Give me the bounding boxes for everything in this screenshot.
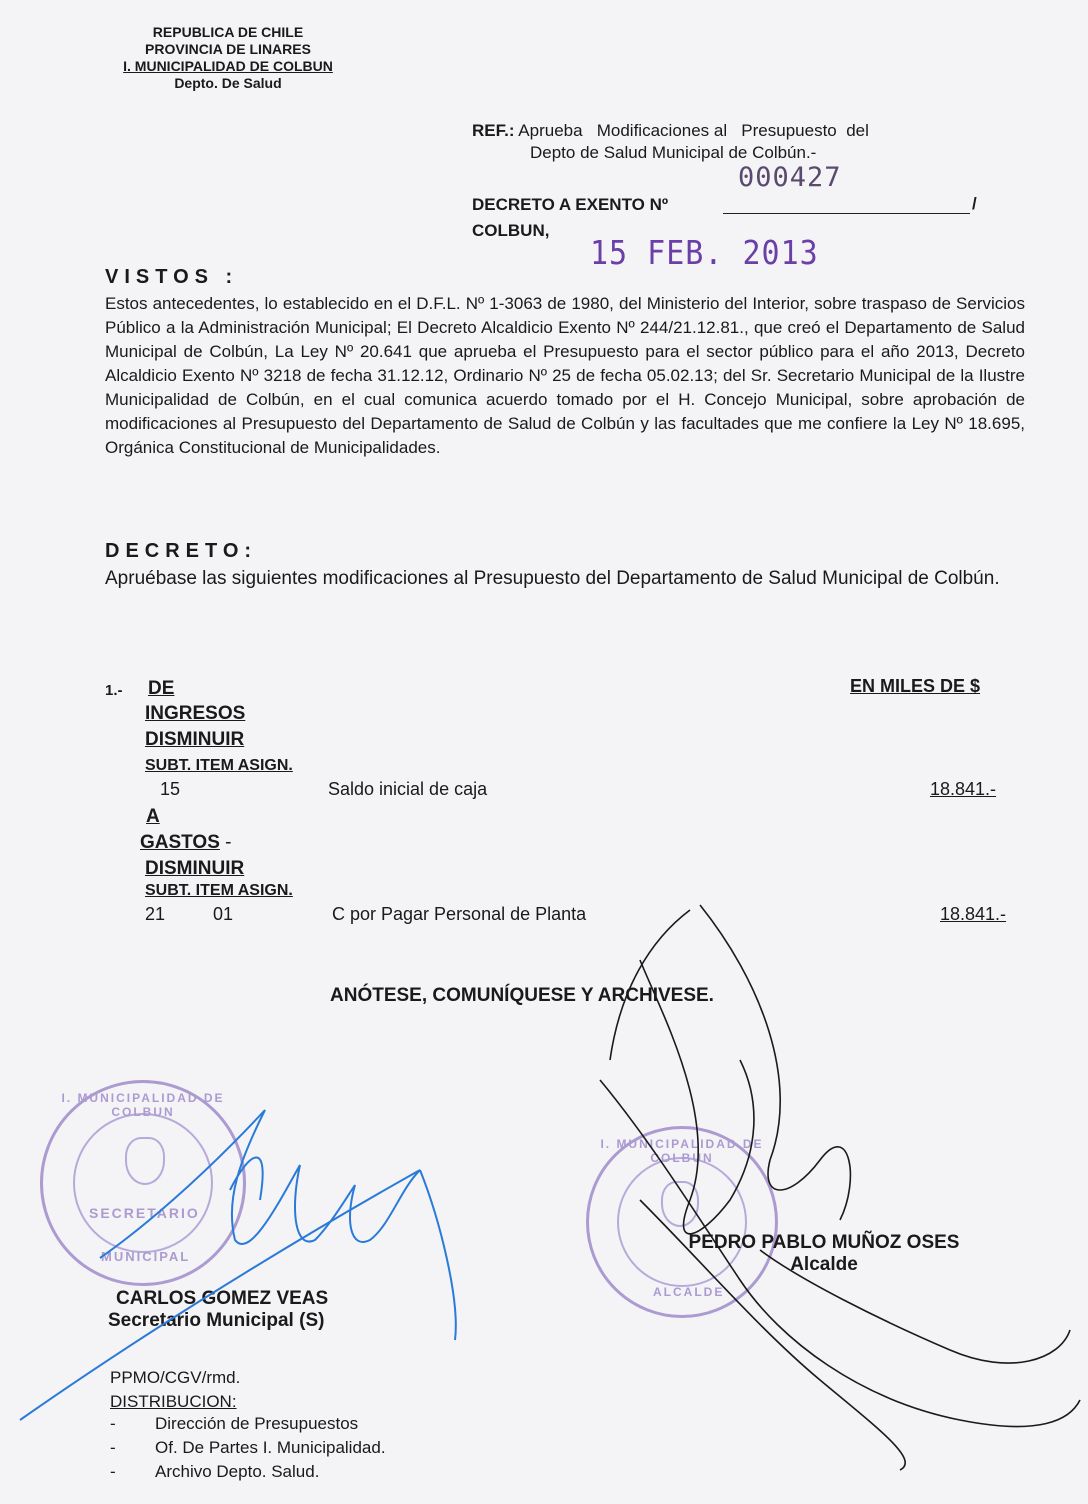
- subtitle-code-2: 21: [145, 904, 166, 924]
- amount-2: 18.841.-: [940, 904, 1007, 924]
- ingresos-label: INGRESOS: [145, 703, 246, 724]
- left-seal-center-text: SECRETARIO: [89, 1205, 200, 1221]
- decree-label: DECRETO A EXENTO Nº: [472, 195, 669, 214]
- closing-formula: ANÓTESE, COMUNÍQUESE Y ARCHIVESE.: [330, 985, 714, 1006]
- distribution-list: [110, 1412, 386, 1484]
- amount-1: 18.841.-: [930, 779, 997, 799]
- de-label: DE: [148, 678, 175, 699]
- distribution-item: - Of. De Partes I. Municipalidad.: [110, 1438, 386, 1457]
- gastos-label: GASTOS: [140, 832, 220, 853]
- date-stamp: 15 FEB. 2013: [590, 234, 819, 273]
- distribution-item: - Archivo Depto. Salud.: [110, 1462, 320, 1481]
- ref-line-2: Depto de Salud Municipal de Colbún.-: [530, 143, 817, 162]
- a-label: A: [146, 806, 160, 827]
- gastos-dash: -: [225, 832, 232, 853]
- decree-number-stamp: 000427: [738, 162, 842, 193]
- columns-header-2: SUBT. ITEM ASIGN.: [145, 882, 293, 899]
- letterhead-municipality: I. MUNICIPALIDAD DE COLBUN: [123, 58, 333, 74]
- vistos-title: VISTOS :: [105, 266, 239, 288]
- right-signatory-name: PEDRO PABLO MUÑOZ OSES: [688, 1232, 960, 1253]
- ref-line-1: Aprueba Modificaciones al Presupuesto del: [518, 121, 869, 140]
- right-handwritten-signature: [600, 905, 1080, 1470]
- disminuir-label-2: DISMINUIR: [145, 858, 245, 879]
- item-description-1: Saldo inicial de caja: [328, 779, 488, 799]
- modification-number: 1.-: [105, 682, 123, 699]
- right-seal-ring-text: I. MUNICIPALIDAD DE COLBUN: [600, 1137, 764, 1165]
- subtitle-code-1: 15: [160, 779, 181, 799]
- footer-block: [110, 1366, 240, 1414]
- distribution-label: DISTRIBUCION:: [110, 1392, 237, 1411]
- left-signatory-name: CARLOS GOMEZ VEAS: [116, 1288, 329, 1309]
- right-signatory-title: Alcalde: [790, 1254, 858, 1275]
- ref-label: REF.:: [472, 121, 515, 140]
- decree-slash: /: [972, 194, 977, 213]
- columns-header-1: SUBT. ITEM ASIGN.: [145, 757, 293, 774]
- right-seal-bottom-text: ALCALDE: [653, 1285, 725, 1299]
- letterhead-department: Depto. De Salud: [174, 75, 282, 91]
- currency-header: EN MILES DE $: [850, 676, 981, 696]
- item-description-2: C por Pagar Personal de Planta: [332, 904, 587, 924]
- letterhead-country: REPUBLICA DE CHILE: [152, 24, 304, 40]
- letterhead-province: PROVINCIA DE LINARES: [145, 41, 311, 57]
- item-code-2: 01: [213, 904, 234, 924]
- left-seal-ring-text: I. MUNICIPALIDAD DE COLBUN: [61, 1091, 225, 1119]
- footer-initials: PPMO/CGV/rmd.: [110, 1368, 241, 1387]
- decree-place: COLBUN,: [472, 221, 550, 240]
- left-signatory-title: Secretario Municipal (S): [108, 1310, 325, 1331]
- left-seal-bottom-text: MUNICIPAL: [101, 1249, 191, 1264]
- decreto-text: Apruébase las siguientes modificaciones al Presupuesto del Departamento de Salud Municipal de Colbún.: [105, 568, 1000, 589]
- decreto-title: DECRETO:: [105, 540, 258, 562]
- distribution-item: - Dirección de Presupuestos: [110, 1414, 359, 1433]
- disminuir-label-1: DISMINUIR: [145, 729, 245, 750]
- vistos-text: Estos antecedentes, lo establecido en el D.F.L. Nº 1-3063 de 1980, del Ministerio del Interior, sobre traspaso de Servicios Público a la Administración Municipal; El Decreto Alcaldicio Exento Nº 244/21.12.81., que creó el Departamento de Salud Municipal de Colbún, La Ley Nº 20.641 que aprueba el Presupuesto para el sector público para el año 2013, Decreto Alcaldicio Exento Nº 3218 de fecha 31.12.12, Ordinario Nº 25 de fecha 05.02.13; del Sr. Secretario Municipal de la Ilustre Municipalidad de Colbún, en el cual comunica acuerdo tomado por el H. Concejo Municipal, sobre aprobación de modificaciones al Presupuesto del Departamento de Salud de Colbún y las facultades que me confiere la Ley Nº 18.695, Orgánica Constitucional de Municipalidades.: [105, 294, 1025, 457]
